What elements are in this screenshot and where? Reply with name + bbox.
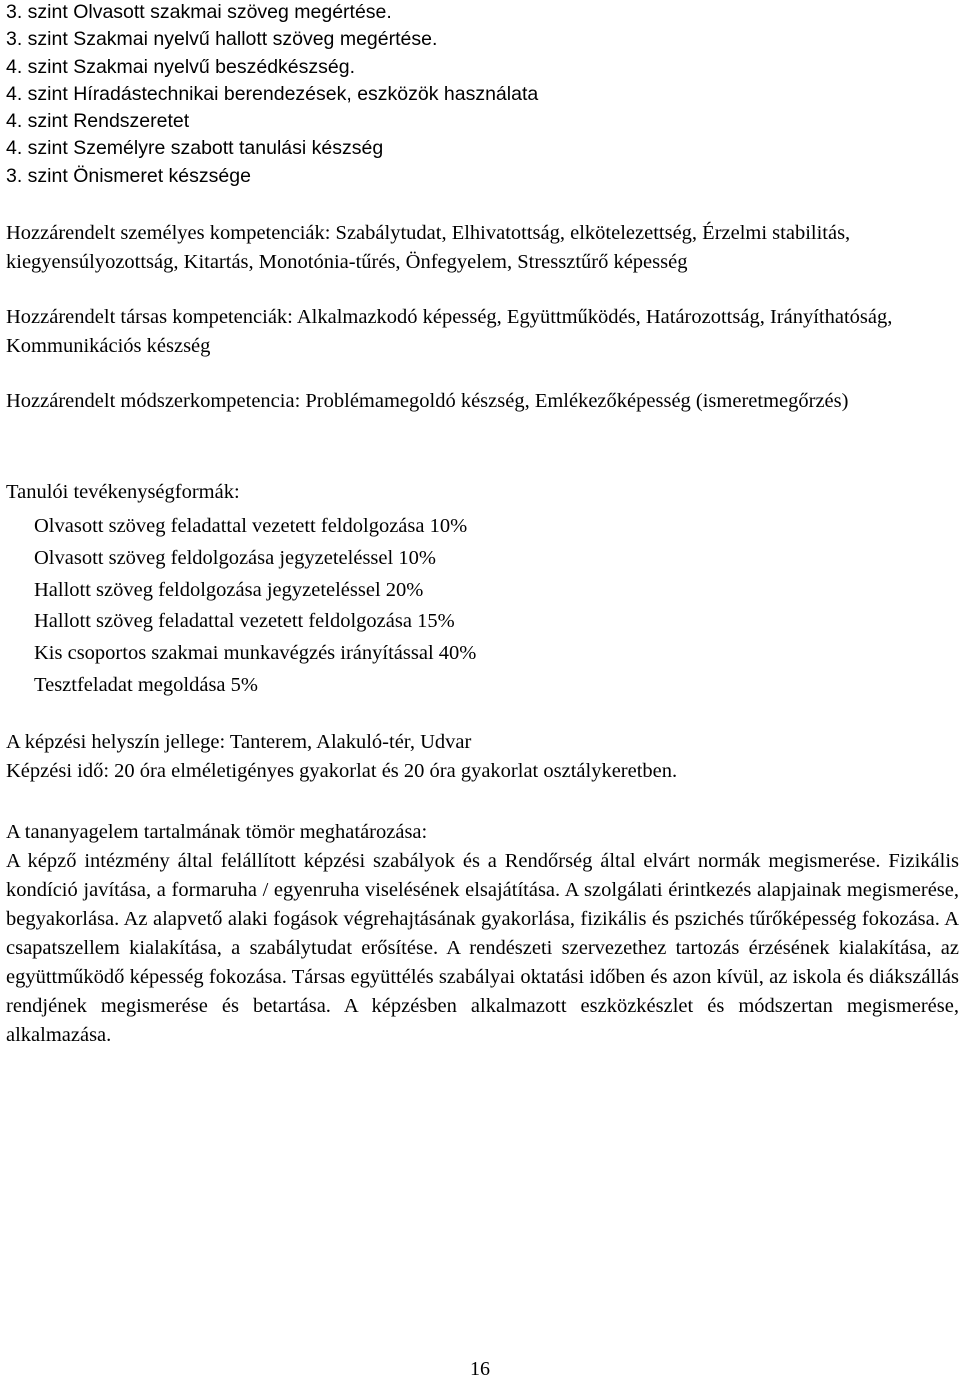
skill-level-item: 3. szint Önismeret készsége bbox=[6, 164, 251, 187]
method-competency-paragraph: Hozzárendelt módszerkompetencia: Problémamegoldó készség, Emlékezőképesség (ismeretmegőrzés) bbox=[6, 390, 849, 412]
summary-body: A képző intézmény által felállított képzési szabályok és a Rendőrség által elvárt normák megismerése. Fizikális kondíció javítása, a formaruha / egyenruha viselésének elsajátítása. A szolgálati érintkezés alapjainak megismerése, begyakorlása. Az alapvető alaki fogások végrehajtásának gyakorlása, fizikális és pszichés tűrőképesség fokozása. A csapatszellem kialakítása, a szabálytudat erősítése. A rendészeti szervezethez tartozás érzésének kialakítása, az együttműködő képesség fokozása. Társas együttélés szabályai oktatási időben és azon kívül, az iskola és diákszállás rendjének megismerése és betartása. A képzésben alkalmazott eszközkészlet és módszertan megismerése, alkalmazása. bbox=[6, 850, 959, 1046]
personal-competencies-paragraph: Hozzárendelt személyes kompetenciák: Szabálytudat, Elhivatottság, elkötelezettség, Érzelmi stabilitás, kiegyensúlyozottság, Kitartás, Monotónia-tűrés, Önfegyelem, Stressztűrő képesség bbox=[6, 222, 851, 273]
activities-list bbox=[6, 511, 959, 702]
activities-section bbox=[6, 478, 959, 702]
activity-item: Olvasott szöveg feldolgozása jegyzeteléssel 10% bbox=[34, 546, 436, 569]
page-number: 16 bbox=[470, 1358, 490, 1380]
skill-level-item: 3. szint Szakmai nyelvű hallott szöveg megértése. bbox=[6, 28, 438, 51]
skill-level-item: 4. szint Rendszeretet bbox=[6, 110, 190, 133]
skill-level-item: 4. szint Személyre szabott tanulási készség bbox=[6, 137, 384, 160]
activity-item: Hallott szöveg feladattal vezetett feldolgozása 15% bbox=[34, 610, 455, 633]
activity-item: Tesztfeladat megoldása 5% bbox=[34, 673, 258, 696]
activity-item: Hallott szöveg feldolgozása jegyzeteléssel 20% bbox=[34, 578, 424, 601]
skill-level-item: 3. szint Olvasott szakmai szöveg megértése. bbox=[6, 1, 392, 23]
skill-level-item: 4. szint Híradástechnikai berendezések, eszközök használata bbox=[6, 82, 539, 105]
activity-item: Olvasott szöveg feladattal vezetett feldolgozása 10% bbox=[34, 515, 468, 537]
summary-heading: A tananyagelem tartalmának tömör meghatározása: bbox=[6, 821, 428, 843]
training-time-line: Képzési idő: 20 óra elméletigényes gyakorlat és 20 óra gyakorlat osztálykeretben. bbox=[6, 760, 678, 782]
skill-level-list bbox=[6, 0, 538, 190]
training-info-section bbox=[6, 728, 959, 786]
summary-section bbox=[6, 818, 959, 1050]
activities-heading: Tanulói tevékenységformák: bbox=[6, 481, 240, 503]
activity-item: Kis csoportos szakmai munkavégzés irányítással 40% bbox=[34, 642, 477, 665]
social-competencies-paragraph: Hozzárendelt társas kompetenciák: Alkalmazkodó képesség, Együttműködés, Határozottság, Irányíthatóság, Kommunikációs készség bbox=[6, 306, 893, 357]
skill-level-item: 4. szint Szakmai nyelvű beszédkészség. bbox=[6, 55, 356, 78]
training-place-line: A képzési helyszín jellege: Tanterem, Alakuló-tér, Udvar bbox=[6, 731, 472, 753]
